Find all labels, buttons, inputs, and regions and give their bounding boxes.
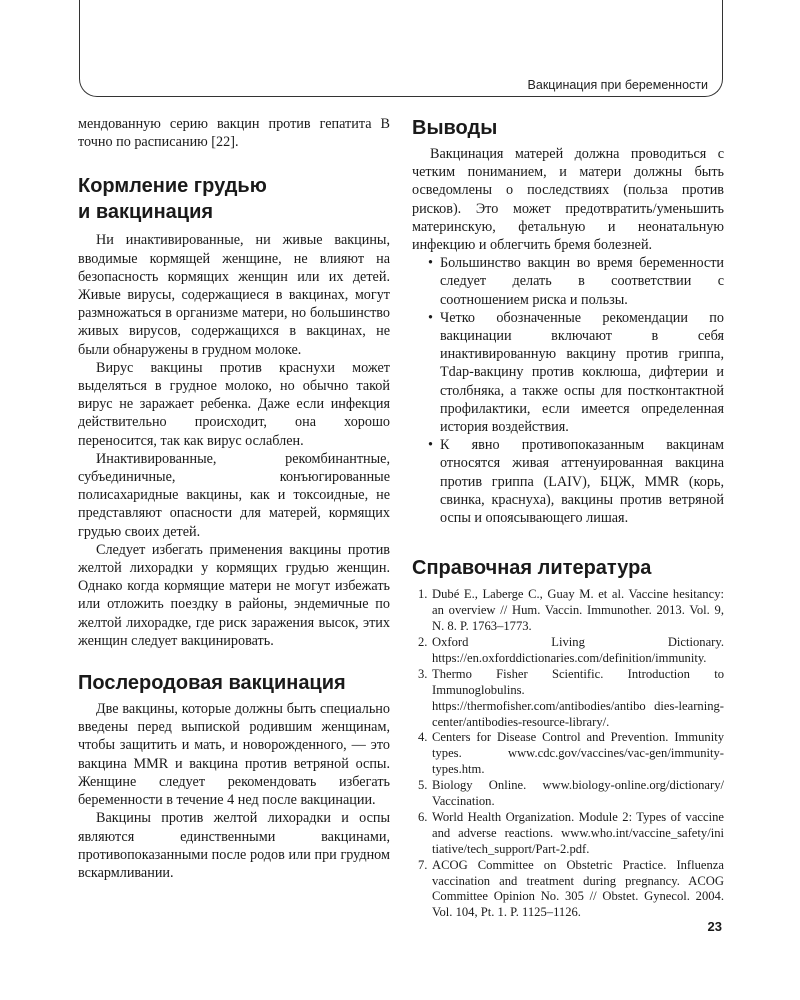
reference-text: ACOG Committee on Obstetric Practice. Influenza vaccination and treatment during pregnancy. ACOG Committee Opinion No. 305 // Obstet. Gynecol. 2004. Vol. 104, Pt. 1. P. 1125–1126. [432,857,724,920]
bullet-list [412,254,724,527]
paragraph: Ни инактивированные, ни живые вакцины, вводимые кормящей женщине, не влияют на безопасность кормящих женщин или их детей. Живые вирусы, содержащиеся в вакцинах, могут размножаться в организме матери, но большинство живых вирусов, содержащихся в вакцинах, не были обнаружены в грудном молоке. [78,232,390,358]
heading-line: и вакцинация [78,201,214,224]
reference-text: Dubé E., Laberge C., Guay M. et al. Vaccine hesitancy: an overview // Hum. Vaccin. Immunother. 2013. Vol. 9, N. 8. P. 1763–1773. [432,587,724,634]
reference-number: 2. [418,634,428,649]
list-item [412,309,724,436]
reference-number: 6. [418,809,428,824]
reference-text: Biology Online. www.biology-online.org/dictionary/ Vaccination. [432,778,724,809]
section-heading-references: Справочная литература [412,557,652,580]
section-heading-postpartum: Послеродовая вакцинация [78,672,346,695]
paragraph: Вакцинация матерей должна проводиться с четким пониманием, и матери должны быть осведомлены о последствиях (польза против рисков). Это может предотвратить/уменьшить материнскую, фетальную и неонатальную инфекцию и облегчить бремя болезней. [412,146,724,254]
intro-paragraph: мендованную серию вакцин против гепатита В точно по расписанию [22]. [78,116,390,151]
reference-text: Thermo Fisher Scientific. Introduction to Immunoglobulins. https://thermofisher.com/antibodies/antibo dies-learning-center/antibodies-resource-library/. [432,666,724,729]
bullet-icon: • [428,309,433,326]
reference-item [412,778,724,810]
reference-number: 5. [418,778,428,793]
reference-item [412,858,724,922]
reference-number: 4. [418,730,428,745]
bullet-icon: • [428,255,433,272]
reference-text: World Health Organization. Module 2: Types of vaccine and adverse reactions. www.who.int/vaccine_safety/ini tiative/tech_support/Part-2.pdf. [432,809,724,856]
paragraph: Вакцины против желтой лихорадки и оспы являются единственными вакцинами, противопоказанными после родов или при грудном вскармливании. [78,810,390,881]
list-item [412,254,724,309]
section-heading-feeding [78,173,390,225]
page-number: 23 [707,919,722,934]
list-item-text: Большинство вакцин во время беременности следует делать в соответствии с соотношением риска и пользы. [440,255,724,308]
reference-item [412,730,724,778]
list-item [412,436,724,527]
reference-number: 3. [418,666,428,681]
reference-list [412,587,724,921]
list-item-text: К явно противопоказанным вакцинам относятся живая аттенуированная вакцина против гриппа (LAIV), БЦЖ, MMR (корь, свинка, краснуха), вакцины против ветряной оспы и опоясывающего лишая. [440,437,724,527]
heading-line: Кормление грудью [78,175,267,198]
paragraph: Две вакцины, которые должны быть специально введены перед выпиской родившим женщинам, чтобы защитить и мать, и новорожденного, — это вакцина MMR и вакцина против ветряной оспы. Женщине следует рекомендовать избегать беременности в течение 4 нед после вакцинации. [78,701,390,809]
reference-text: Oxford Living Dictionary. https://en.oxforddictionaries.com/definition/immunity. [432,634,724,665]
reference-text: Centers for Disease Control and Prevention. Immunity types. www.cdc.gov/vaccines/vac-gen/immunity-types.htm. [432,730,724,777]
list-item-text: Четко обозначенные рекомендации по вакцинации включают в себя инактивированную вакцину против гриппа, Tdap-вакцину против коклюша, дифтерии и столбняка, а также оспы для постконтактной профилактики, если имеется определенная история воздействия. [440,309,724,436]
section-heading-conclusions: Выводы [412,117,498,139]
reference-item [412,810,724,858]
paragraph: Следует избегать применения вакцины против желтой лихорадки у кормящих грудью женщин. Однако когда кормящие матери не могут избежать или отложить поездку в районы, эндемичные по желтой лихорадке, где риск заражения высок, этих женщин следует вакцинировать. [78,541,390,649]
reference-item [412,635,724,667]
reference-number: 1. [418,587,428,602]
right-column [412,115,724,921]
reference-item [412,667,724,731]
paragraph: Вирус вакцины против краснухи может выделяться в грудное молоко, но обычно такой вирус не заражает ребенка. Даже если инфекция действительно происходит, она хорошо переносится, так как вирус ослаблен. [78,359,390,449]
running-title: Вакцинация при беременности [527,78,708,92]
reference-number: 7. [418,857,428,872]
paragraph: Инактивированные, рекомбинантные, субъединичные, конъюгированные полисахаридные вакцины, как и токсоидные, не представляют опасности для матерей, кормящих грудью своих детей. [78,450,390,540]
left-column [78,115,390,882]
reference-item [412,587,724,635]
bullet-icon: • [428,437,433,454]
